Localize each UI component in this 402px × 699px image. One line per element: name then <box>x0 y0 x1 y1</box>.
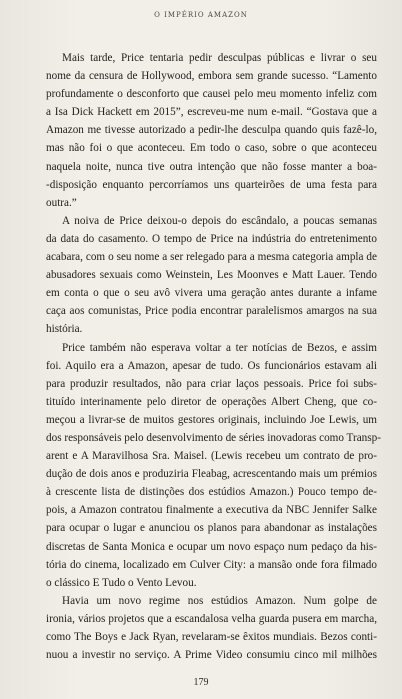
text-line: tória do cinema, localizado em Culver City: a mansão onde fora filmado <box>46 558 377 571</box>
text-line: foi. Aquilo era a Amazon, apesar de tudo. Os funcionários estavam ali <box>46 359 377 372</box>
text-line: Mais tarde, Price tentaria pedir desculpas públicas e livrar o seu <box>62 52 377 64</box>
text-line: -disposição enquanto percorríamos uns quarteirões de uma festa para <box>46 178 377 191</box>
text-line: para ocupar o lugar e anunciou os planos para abandonar as instalações <box>46 522 377 535</box>
text-line: Price também não esperava voltar a ter notícias de Bezos, e assim <box>62 341 377 354</box>
text-line: o clássico E Tudo o Vento Levou. <box>46 576 197 589</box>
text-line: Amazon me tivesse autorizado a pedir-lhe desculpa quando quis fazê-lo, <box>46 124 377 137</box>
text-line: a Isa Dick Hackett em 2015”, escreveu-me num e-mail. “Gostava que a <box>46 106 377 119</box>
text-line: caça aos comunistas, Price podia encontrar paralelismos amargos na sua <box>46 305 377 318</box>
paragraph-2 <box>46 212 377 339</box>
text-line: arent e A Maravilhosa Sra. Maisel. (Lewis recebeu um contrato de pro- <box>46 450 377 463</box>
text-line: acabara, com o seu nome a ser relegado para a mesma categoria ampla de <box>46 251 377 264</box>
text-line: profundamente o desconforto que causei pelo meu momento infeliz com <box>46 88 377 101</box>
text-line: ironia, vários projetos que a escandalosa velha guarda pusera em marcha, <box>46 612 377 625</box>
text-line: dução de dois anos e produziria Fleabag, acrescentando mais um prémios <box>46 468 377 481</box>
text-line: abusadores sexuais como Weinstein, Les Moonves e Matt Lauer. Tendo <box>46 269 377 282</box>
text-line: como The Boys e Jack Ryan, revelaram-se êxitos mundiais. Bezos conti- <box>46 631 377 643</box>
text-line: dos responsáveis pelo desenvolvimento de séries inovadoras como Transp- <box>46 431 381 444</box>
text-line: à crescente lista de distinções dos estúdios Amazon.) Pouco tempo de- <box>46 486 377 499</box>
text-line: para produzir resultados, não para criar laços pessoais. Price foi subs- <box>46 377 377 390</box>
text-line: naquela noite, nunca tive outra intenção que não fosse manter a boa- <box>46 160 377 173</box>
text-line: meçou a livrar-se de muitos gestores originais, incluindo Joe Lewis, um <box>46 413 377 426</box>
text-line: outra.” <box>46 196 77 209</box>
text-line: nome da censura de Hollywood, embora sem grande sucesso. “Lamento <box>46 70 377 83</box>
text-line: história. <box>46 323 83 336</box>
text-line: pois, a Amazon contratou finalmente a executiva da NBC Jennifer Salke <box>46 504 377 517</box>
text-line: discretas de Santa Monica e ocupar um novo espaço num pedaço da his- <box>46 540 377 553</box>
paragraph-1 <box>46 49 377 212</box>
running-header: O IMPÉRIO AMAZON <box>154 11 248 19</box>
body-text <box>46 49 381 664</box>
text-line: em conta o que o seu avô vivera uma geração antes durante a infame <box>46 287 377 300</box>
page-number: 179 <box>193 677 209 688</box>
text-line: nuou a investir no serviço. A Prime Video consumiu cinco mil milhões <box>46 649 377 662</box>
text-line: A noiva de Price deixou-o depois do escândalo, a poucas semanas <box>62 214 377 227</box>
text-line: Havia um novo regime nos estúdios Amazon. Num golpe de <box>62 594 377 607</box>
text-line: tituído interinamente pelo diretor de operações Albert Cheng, que co- <box>46 395 377 408</box>
paragraph-3 <box>46 339 381 592</box>
text-line: mas não foi o que aconteceu. Em todo o caso, sobre o que aconteceu <box>46 142 377 155</box>
paragraph-4 <box>46 592 377 664</box>
text-line: da data do casamento. O tempo de Price na indústria do entretenimento <box>46 232 377 245</box>
